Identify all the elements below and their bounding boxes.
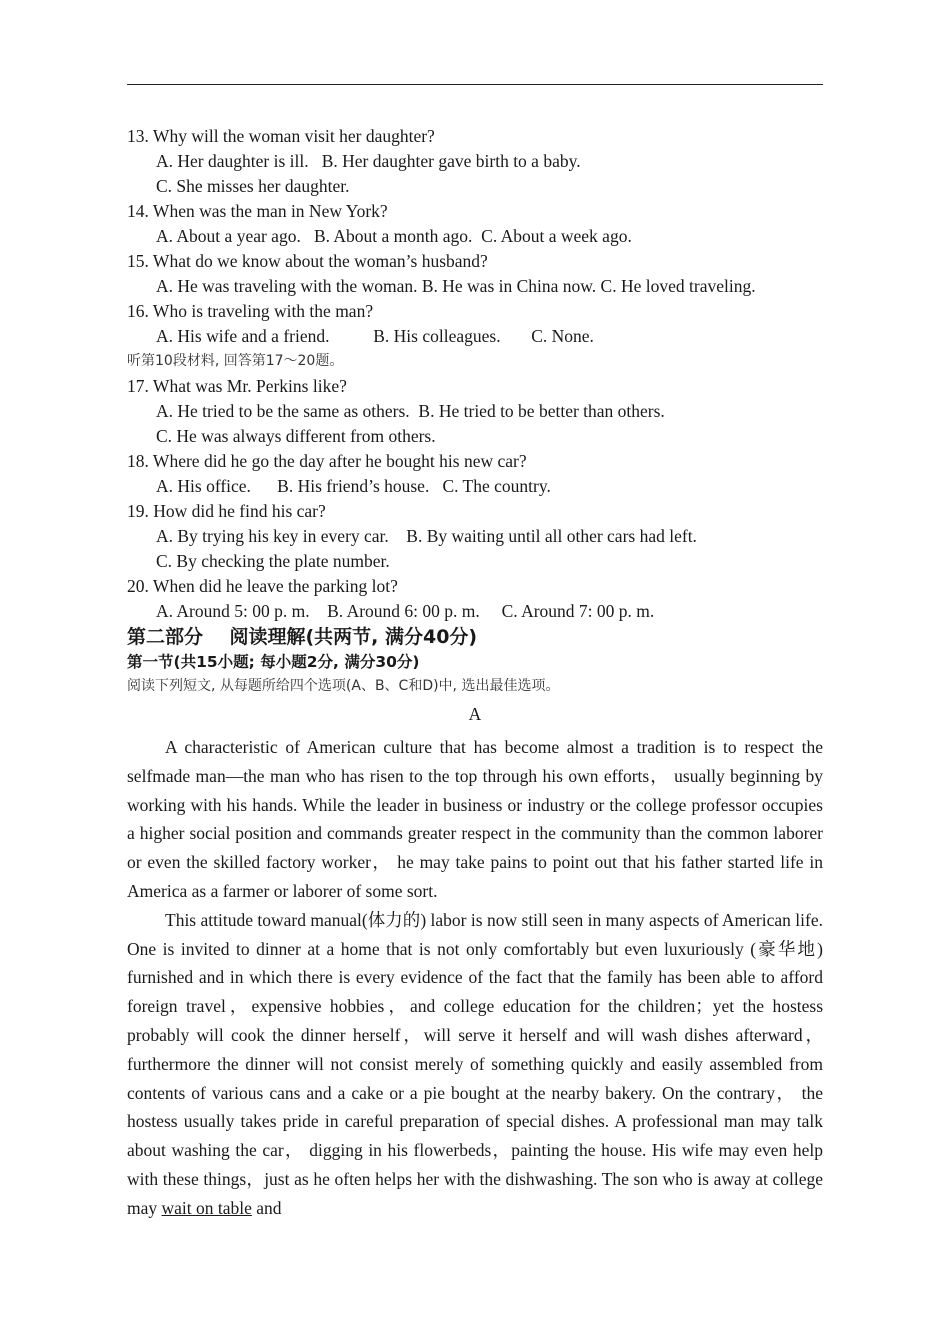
options-line: C. He was always different from others. [156, 426, 436, 446]
section1-heading: 第一节(共15小题; 每小题2分, 满分30分) [127, 653, 420, 671]
question-text: 14. When was the man in New York? [127, 201, 388, 221]
options-line: C. She misses her daughter. [156, 176, 350, 196]
question-16 [127, 299, 823, 349]
paragraph-2-tail: and [251, 1197, 282, 1218]
part2-heading: 第二部分 阅读理解(共两节, 满分40分) [127, 626, 478, 648]
question-14 [127, 199, 823, 249]
question-17 [127, 374, 823, 449]
passage-body [127, 733, 823, 1223]
paragraph-1: A characteristic of American culture that has become almost a tradition is to respect the selfmade man—the man who has risen to the top through his own efforts， usually beginning by working with his hands. While the leader in business or industry or the college professor occupies a higher social position and commands greater respect in the community than the common laborer or even the skilled factory worker， he may take pains to point out that his father started life in America as a farmer or laborer of some sort. [127, 737, 823, 901]
options-line: A. He tried to be the same as others. B. He tried to be better than others. [156, 401, 665, 421]
question-20 [127, 574, 823, 624]
passage-label: A [468, 704, 482, 724]
question-text: 15. What do we know about the woman’s husband? [127, 251, 488, 271]
question-18 [127, 449, 823, 499]
question-text: 17. What was Mr. Perkins like? [127, 376, 347, 396]
question-19 [127, 499, 823, 574]
reading-instruction: 阅读下列短文, 从每题所给四个选项(A、B、C和D)中, 选出最佳选项。 [127, 678, 560, 694]
options-line: A. His wife and a friend. B. His colleagues. C. None. [156, 326, 594, 346]
options-line: A. About a year ago. B. About a month ago. C. About a week ago. [156, 226, 632, 246]
underlined-phrase: wait on table [161, 1197, 252, 1218]
question-13 [127, 124, 823, 199]
options-line: A. His office. B. His friend’s house. C. The country. [156, 476, 551, 496]
question-text: 16. Who is traveling with the man? [127, 301, 374, 321]
listening-instruction: 听第10段材料, 回答第17～20题。 [127, 353, 344, 369]
page-content [127, 124, 823, 1223]
options-line: A. Her daughter is ill. B. Her daughter gave birth to a baby. [156, 151, 581, 171]
question-text: 19. How did he find his car? [127, 501, 326, 521]
options-line: A. By trying his key in every car. B. By waiting until all other cars had left. [156, 526, 697, 546]
question-text: 13. Why will the woman visit her daughter? [127, 126, 435, 146]
paragraph-2 [127, 906, 823, 1223]
question-15 [127, 249, 823, 299]
header-rule [127, 84, 823, 85]
options-line: A. Around 5: 00 p. m. B. Around 6: 00 p. m. C. Around 7: 00 p. m. [156, 601, 655, 621]
options-line: C. By checking the plate number. [156, 551, 390, 571]
question-text: 20. When did he leave the parking lot? [127, 576, 398, 596]
question-text: 18. Where did he go the day after he bought his new car? [127, 451, 527, 471]
paragraph-2-text: This attitude toward manual(体力的) labor is now still seen in many aspects of American life. One is invited to dinner at a home that is not only comfortably but even luxuriously (豪华地) furnished and in which there is every evidence of the fact that the family has been able to afford foreign travel，expensive hobbies，and college education for the children；yet the hostess probably will cook the dinner herself，will serve it herself and will wash dishes afterward， furthermore the dinner will not consist merely of something quickly and easily assembled from contents of various cans and a cake or a pie bought at the nearby bakery. On the contrary， the hostess usually takes pride in careful preparation of special dishes. A professional man may talk about washing the car， digging in his flowerbeds，painting the house. His wife may even help with these things，just as he often helps her with the dishwashing. The son who is away at college may [127, 909, 823, 1218]
options-line: A. He was traveling with the woman. B. He was in China now. C. He loved traveling. [156, 276, 756, 296]
